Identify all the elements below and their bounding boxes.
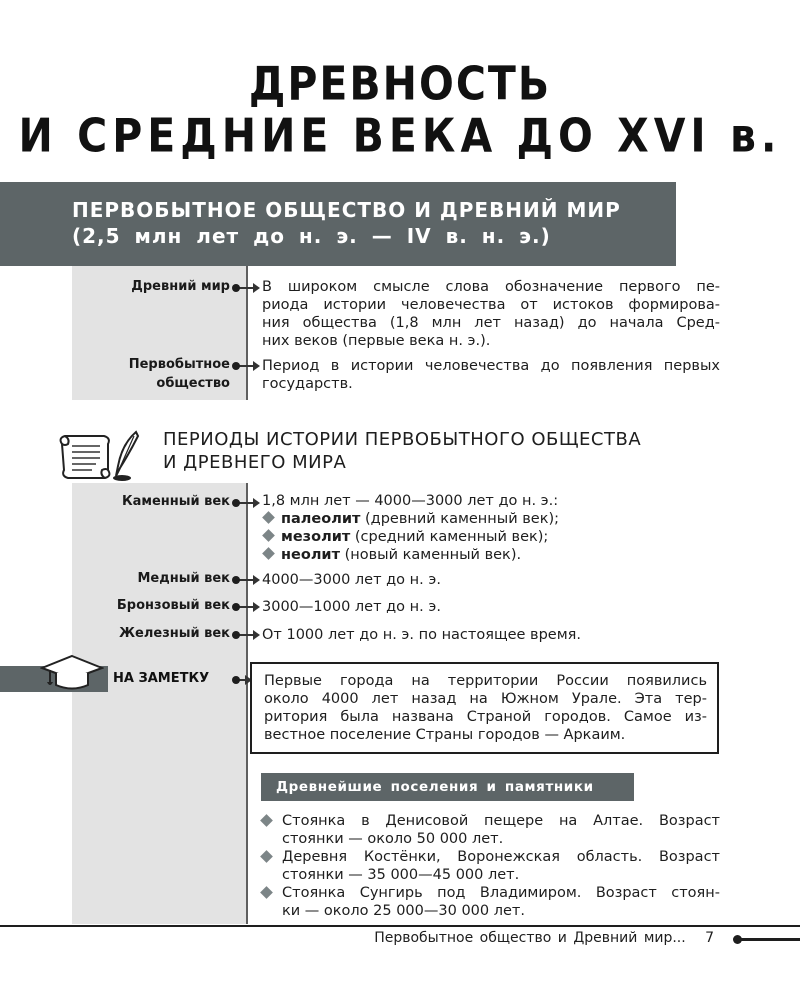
settlements-heading: Древнейшие поселения и памятники — [261, 773, 634, 801]
note-label: НА ЗАМЕТКУ — [113, 671, 210, 686]
connector-arrow — [236, 634, 258, 636]
diamond-bullet-icon — [260, 814, 273, 827]
diamond-bullet-icon — [262, 511, 275, 524]
note-text: Первые города на территории России появились около 4000 лет назад на Южном Урале. Эта тер- ритория была названа Страной городов. Самое из- вестное поселение Страны городов — Аркаим. — [264, 673, 707, 743]
connector-arrow — [236, 579, 258, 581]
connector-arrow — [236, 502, 258, 504]
period-copper-age: 4000—3000 лет до н. э. — [262, 572, 441, 588]
graduation-cap-icon — [40, 652, 104, 692]
term-ancient-world: Древний мир — [131, 279, 230, 294]
list-item: Стоянка Сунгирь под Владимиром. Возраст стоян- ки — около 25 000—30 000 лет. — [262, 884, 720, 920]
connector-arrow — [236, 287, 258, 289]
term-primitive-society: Первобытное общество — [128, 357, 230, 391]
section-heading-line-1: ПЕРВОБЫТНОЕ ОБЩЕСТВО И ДРЕВНИЙ МИР — [72, 198, 621, 222]
page-number: 7 — [705, 930, 714, 946]
connector-arrow — [236, 679, 250, 681]
definition-primitive-society: Период в истории человечества до появления первых государств. — [262, 358, 720, 392]
footer-line — [740, 938, 800, 941]
term-stone-age: Каменный век — [121, 494, 230, 509]
scroll-quill-icon — [56, 430, 142, 482]
settlements-list — [262, 812, 720, 920]
period-bronze-age: 3000—1000 лет до н. э. — [262, 599, 441, 615]
periods-column — [72, 483, 248, 924]
section-heading-line-2: (2,5 млн лет до н. э. — IV в. н. э.) — [72, 224, 551, 248]
bullet-paleolithic: палеолит (древний каменный век); — [262, 510, 720, 528]
term-iron-age: Железный век — [119, 626, 230, 641]
list-item: Деревня Костёнки, Воронежская область. Возраст стоянки — 35 000—45 000 лет. — [262, 848, 720, 884]
term-copper-age: Медный век — [137, 571, 230, 586]
diamond-bullet-icon — [262, 547, 275, 560]
bullet-mesolithic: мезолит (средний каменный век); — [262, 528, 720, 546]
page-title-line-1: ДРЕВНОСТЬ — [248, 57, 552, 111]
note-box — [250, 662, 719, 754]
diamond-bullet-icon — [260, 886, 273, 899]
connector-arrow — [236, 606, 258, 608]
section-banner — [0, 182, 676, 266]
diamond-bullet-icon — [260, 850, 273, 863]
list-item: Стоянка в Денисовой пещере на Алтае. Возраст стоянки — около 50 000 лет. — [262, 812, 720, 848]
periods-heading: ПЕРИОДЫ ИСТОРИИ ПЕРВОБЫТНОГО ОБЩЕСТВА И ДРЕВНЕГО МИРА — [163, 429, 642, 473]
diamond-bullet-icon — [262, 529, 275, 542]
connector-arrow — [236, 365, 258, 367]
definition-ancient-world: В широком смысле слова обозначение первого пе- риода истории человечества от истоков формирова- ния общества (1,8 млн лет назад) до начала Сред- них веков (первые века н. э.). — [262, 279, 720, 349]
footer-running-title: Первобытное общество и Древний мир... 7 — [374, 930, 714, 946]
period-iron-age: От 1000 лет до н. э. по настоящее время. — [262, 627, 581, 643]
footer-rule — [0, 925, 800, 927]
period-stone-age: 1,8 млн лет — 4000—3000 лет до н. э.: палеолит (древний каменный век); мезолит (средний каменный век); неолит (новый каменный век). — [262, 492, 720, 564]
term-bronze-age: Бронзовый век — [116, 598, 230, 613]
page-title-line-2: И СРЕДНИЕ ВЕКА ДО XVI в. — [18, 109, 782, 163]
bullet-neolithic: неолит (новый каменный век). — [262, 546, 720, 564]
